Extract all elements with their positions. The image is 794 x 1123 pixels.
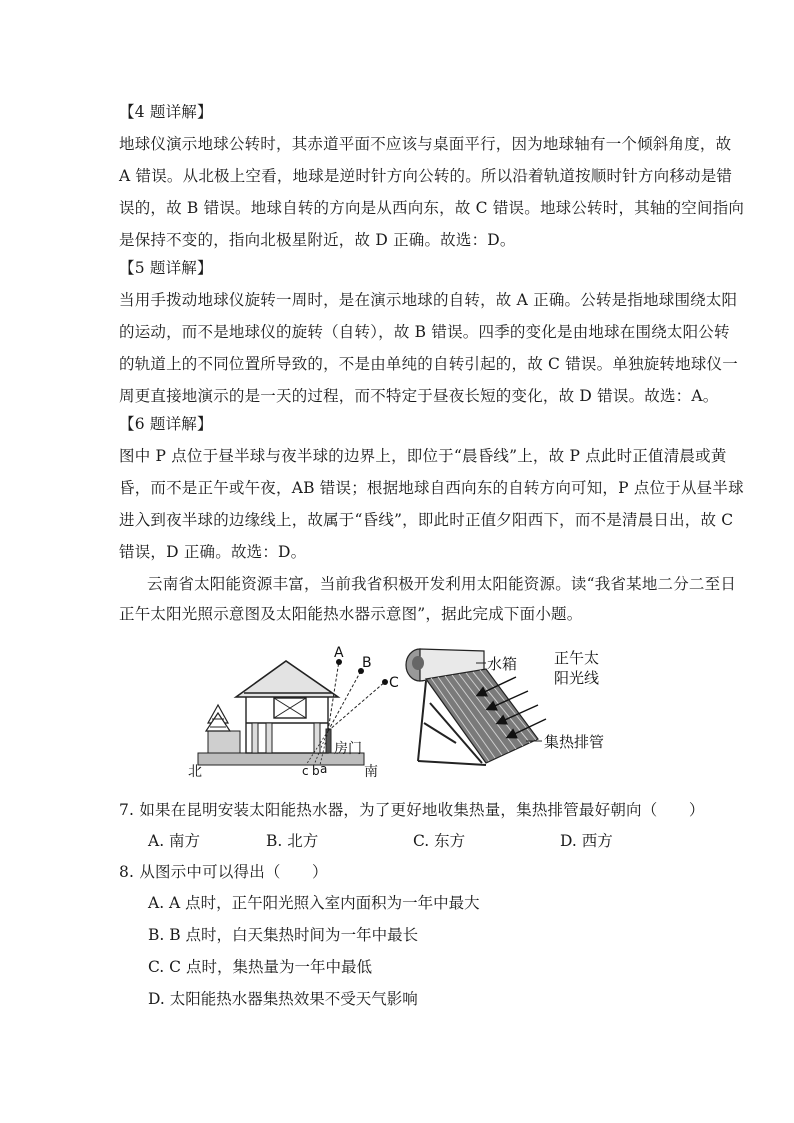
q6-line-2: 昏，而不是正午或午夜，AB 错误；根据地球自西向东的自转方向可知，P 点位于从昼半球 bbox=[119, 479, 744, 497]
label-south: 南 bbox=[364, 764, 378, 780]
solar-figure bbox=[186, 643, 616, 783]
q5-line-4: 周更直接地演示的是一天的过程，而不特定于昼夜长短的变化，故 D 错误。故选：A。 bbox=[119, 387, 719, 405]
q7-option-d[interactable]: D. 西方 bbox=[560, 832, 613, 850]
tree-icon bbox=[206, 705, 230, 731]
label-b: b bbox=[312, 764, 320, 778]
house-roof bbox=[236, 661, 338, 697]
sun-icon-c bbox=[382, 679, 388, 685]
q6-line-1: 图中 P 点位于昼半球与夜半球的边界上，即位于“晨昏线”上，故 P 点此时正值清晨或黄 bbox=[119, 447, 727, 465]
q8-option-c[interactable]: C. C 点时，集热量为一年中最低 bbox=[148, 958, 372, 976]
q4-heading: 【4 题详解】 bbox=[119, 103, 213, 121]
label-north: 北 bbox=[188, 764, 202, 780]
label-c: c bbox=[302, 764, 309, 778]
label-a: a bbox=[320, 762, 328, 776]
label-tank: 水箱 bbox=[487, 655, 518, 673]
house-diagram bbox=[188, 645, 399, 780]
label-tubes: 集热排管 bbox=[544, 733, 605, 751]
q4-line-4: 是保持不变的，指向北极星附近，故 D 正确。故选：D。 bbox=[119, 231, 516, 249]
label-door: 房门 bbox=[334, 741, 362, 757]
door-post bbox=[326, 729, 331, 753]
q4-line-3: 误的，故 B 错误。地球自转的方向是从西向东，故 C 错误。地球公转时，其轴的空间指向 bbox=[119, 199, 745, 217]
q7-option-c[interactable]: C. 东方 bbox=[413, 832, 466, 850]
solar-heater-diagram bbox=[406, 649, 604, 765]
intro-line-1: 云南省太阳能资源丰富，当前我省积极开发利用太阳能资源。读“我省某地二分二至日 bbox=[147, 575, 737, 593]
q8-stem: 8. 从图示中可以得出（ ） bbox=[119, 863, 328, 881]
q8-option-b[interactable]: B. B 点时，白天集热时间为一年中最长 bbox=[148, 926, 419, 944]
q7-option-b[interactable]: B. 北方 bbox=[266, 832, 319, 850]
q6-heading: 【6 题详解】 bbox=[119, 415, 213, 433]
q4-line-2: A 错误。从北极上空看，地球是逆时针方向公转的。所以沿着轨道按顺时针方向移动是错 bbox=[119, 167, 733, 185]
label-A: A bbox=[334, 645, 344, 661]
label-C: C bbox=[389, 675, 399, 691]
label-sun-2: 阳光线 bbox=[554, 669, 600, 687]
q6-line-3: 进入到夜半球的边缘线上，故属于“昏线”，即此时正值夕阳西下，而不是清晨日出，故 C bbox=[119, 511, 734, 529]
q8-option-a[interactable]: A. A 点时，正午阳光照入室内面积为一年中最大 bbox=[148, 894, 480, 912]
q6-line-4: 错误，D 正确。故选：D。 bbox=[119, 543, 307, 561]
q7-option-a[interactable]: A. 南方 bbox=[148, 832, 201, 850]
q5-line-2: 的运动，而不是地球仪的旋转（自转），故 B 错误。四季的变化是由地球在围绕太阳公转 bbox=[119, 323, 730, 341]
q5-line-3: 的轨道上的不同位置所导致的，不是由单纯的自转引起的，故 C 错误。单独旋转地球仪一 bbox=[119, 355, 738, 373]
ray-c bbox=[328, 681, 386, 731]
left-wall bbox=[208, 731, 240, 753]
q4-line-1: 地球仪演示地球公转时，其赤道平面不应该与桌面平行，因为地球轴有一个倾斜角度，故 bbox=[119, 135, 732, 153]
q5-heading: 【5 题详解】 bbox=[119, 259, 213, 277]
q5-line-1: 当用手拨动地球仪旋转一周时，是在演示地球的自转，故 A 正确。公转是指地球围绕太阳 bbox=[119, 291, 738, 309]
label-sun-1: 正午太 bbox=[554, 649, 600, 667]
q8-option-d[interactable]: D. 太阳能热水器集热效果不受天气影响 bbox=[148, 990, 418, 1008]
label-B: B bbox=[362, 655, 372, 671]
q7-stem: 7. 如果在昆明安装太阳能热水器，为了更好地收集热量，集热排管最好朝向（ ） bbox=[119, 801, 705, 819]
intro-line-2: 正午太阳光照示意图及太阳能热水器示意图”，据此完成下面小题。 bbox=[119, 605, 583, 623]
